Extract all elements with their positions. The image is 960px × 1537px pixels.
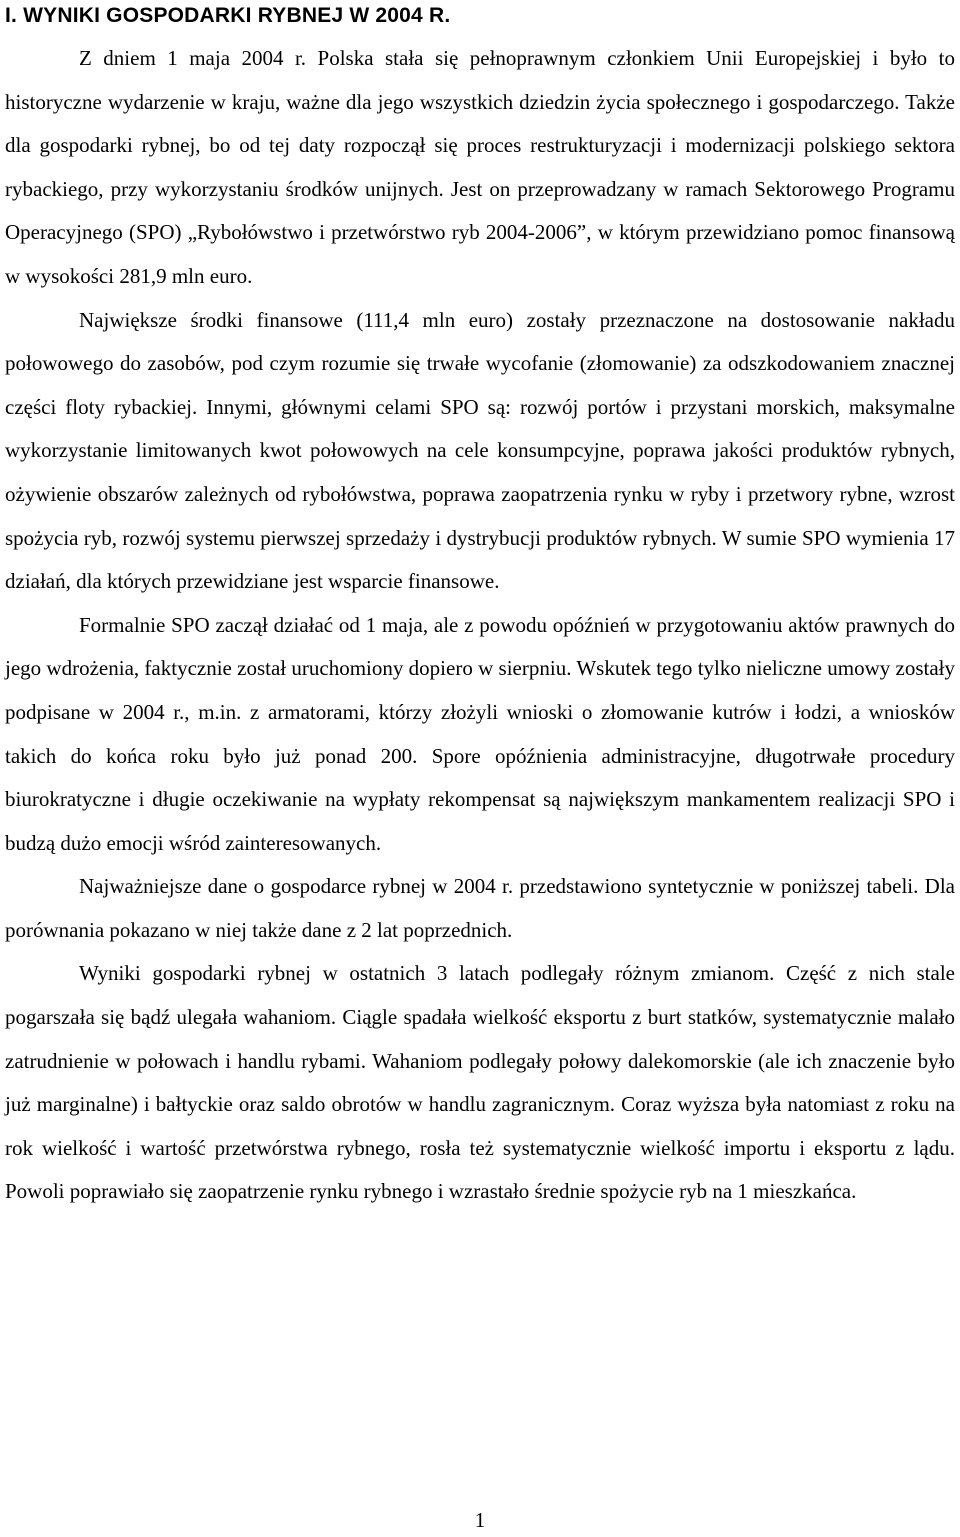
section-heading: I. WYNIKI GOSPODARKI RYBNEJ W 2004 R. (5, 4, 451, 27)
paragraph-results-summary: Wyniki gospodarki rybnej w ostatnich 3 latach podlegały różnym zmianom. Część z nich stale pogarszała się bądź ulegała wahaniom. Ciągle spadała wielkość eksportu z burt statków, systematycznie malało zatrudnienie w połowach i handlu rybami. Wahaniom podlegały połowy dalekomorskie (ale ich znaczenie było już marginalne) i bałtyckie oraz saldo obrotów w handlu zagranicznym. Coraz wyższa była natomiast z roku na rok wielkość i wartość przetwórstwa rybnego, rosła też systematycznie wielkość importu i eksportu z lądu. Powoli poprawiało się zaopatrzenie rynku rybnego i wzrastało średnie spożycie ryb na 1 mieszkańca. (5, 961, 955, 1204)
document-page (5, 0, 955, 1537)
paragraph-spo-goals: Największe środki finansowe (111,4 mln euro) zostały przeznaczone na dostosowanie nakładu połowowego do zasobów, pod czym rozumie się trwałe wycofanie (złomowanie) za odszkodowaniem znacznej części floty rybackiej. Innymi, głównymi celami SPO są: rozwój portów i przystani morskich, maksymalne wykorzystanie limitowanych kwot połowowych na cele konsumpcyjne, poprawa jakości produktów rybnych, ożywienie obszarów zależnych od rybołówstwa, poprawa zaopatrzenia rynku w ryby i przetwory rybne, wzrost spożycia ryb, rozwój systemu pierwszej sprzedaży i dystrybucji produktów rybnych. W sumie SPO wymienia 17 działań, dla których przewidziane jest wsparcie finansowe. (5, 307, 955, 594)
page-number (5, 1507, 955, 1533)
paragraph-table-intro: Najważniejsze dane o gospodarce rybnej w 2004 r. przedstawiono syntetycznie w poniższej tabeli. Dla porównania pokazano w niej także dane z 2 lat poprzednich. (5, 874, 955, 942)
paragraph-eu-accession: Z dniem 1 maja 2004 r. Polska stała się pełnoprawnym członkiem Unii Europejskiej i było to historyczne wydarzenie w kraju, ważne dla jego wszystkich dziedzin życia społecznego i gospodarczego. Także dla gospodarki rybnej, bo od tej daty rozpoczął się proces restrukturyzacji i modernizacji polskiego sektora rybackiego, przy wykorzystaniu środków unijnych. Jest on przeprowadzany w ramach Sektorowego Programu Operacyjnego (SPO) „Rybołówstwo i przetwórstwo ryb 2004-2006”, w którym przewidziano pomoc finansową w wysokości 281,9 mln euro. (5, 46, 955, 288)
page-number-value: 1 (474, 1508, 486, 1532)
body-text (5, 37, 955, 1214)
paragraph-spo-delays: Formalnie SPO zaczął działać od 1 maja, ale z powodu opóźnień w przygotowaniu aktów prawnych do jego wdrożenia, faktycznie został uruchomiony dopiero w sierpniu. Wskutek tego tylko nieliczne umowy zostały podpisane w 2004 r., m.in. z armatorami, którzy złożyli wnioski o złomowanie kutrów i łodzi, a wniosków takich do końca roku było już ponad 200. Spore opóźnienia administracyjne, długotrwałe procedury biurokratyczne i długie oczekiwanie na wypłaty rekompensat są największym mankamentem realizacji SPO i budzą dużo emocji wśród zainteresowanych. (5, 612, 955, 855)
